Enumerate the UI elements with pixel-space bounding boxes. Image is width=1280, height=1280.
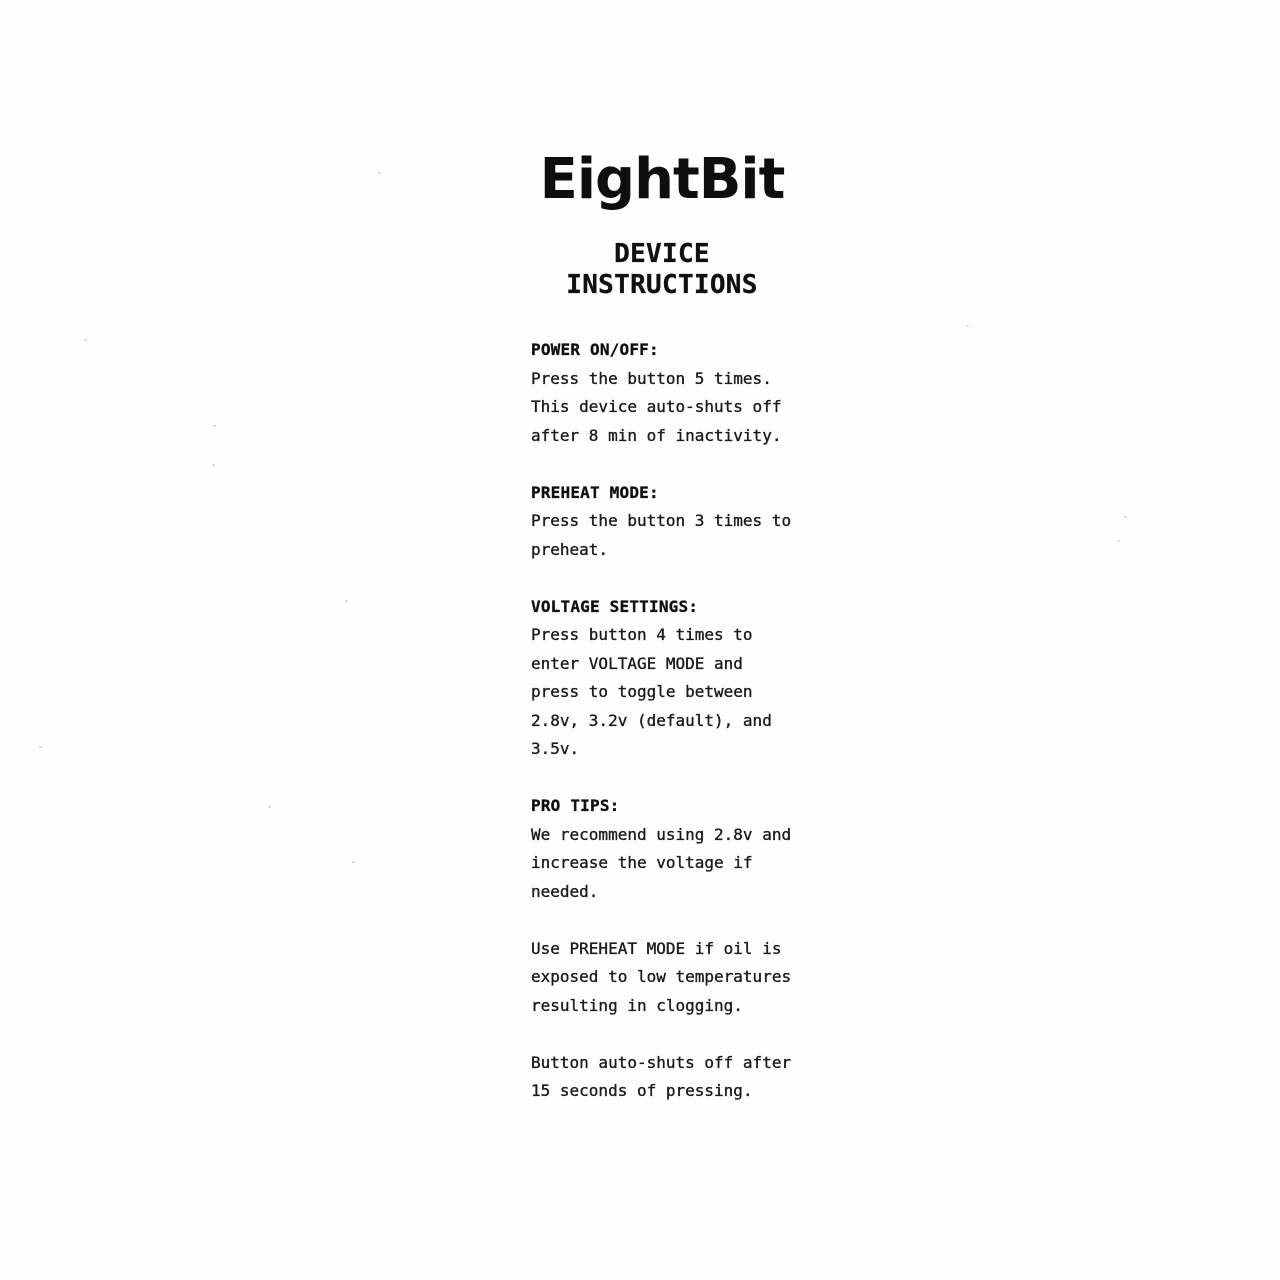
scan-speck (212, 464, 215, 466)
instruction-section (531, 479, 793, 565)
section-line: after 8 min of inactivity. (531, 425, 782, 445)
scan-speck (39, 746, 42, 748)
scan-speck (352, 861, 355, 863)
content-column (531, 0, 793, 1106)
section-line: This device auto-shuts off (531, 397, 782, 416)
section-line: Press the button 3 times to (531, 511, 792, 530)
section-line: Press button 4 times to (531, 625, 753, 644)
section-line: resulting in clogging. (531, 995, 743, 1015)
section-line: Button auto-shuts off after (531, 1052, 792, 1072)
scan-speck (268, 806, 271, 808)
section-line: enter VOLTAGE MODE and (531, 653, 743, 673)
scan-speck (966, 325, 969, 327)
page-title-line-1: DEVICE (614, 239, 710, 269)
section-line: press to toggle between (531, 682, 753, 701)
instruction-section (531, 336, 793, 450)
section-line: We recommend using 2.8v and (531, 824, 792, 844)
section-line: increase the voltage if (531, 853, 753, 872)
section-line: 15 seconds of pressing. (531, 1081, 753, 1100)
section-heading: POWER ON/OFF: (531, 340, 659, 359)
instruction-section (531, 792, 793, 906)
section-line: Use PREHEAT MODE if oil is (531, 938, 782, 958)
instruction-section (531, 593, 793, 764)
section-line: exposed to low temperatures (531, 967, 792, 986)
section-heading: VOLTAGE SETTINGS: (531, 596, 699, 616)
section-heading: PRO TIPS: (531, 796, 620, 815)
section-heading: PREHEAT MODE: (531, 482, 659, 502)
page-title-line-2: INSTRUCTIONS (566, 270, 758, 300)
instruction-section (531, 1049, 793, 1106)
scan-speck (1124, 516, 1127, 518)
section-line: 2.8v, 3.2v (default), and (531, 710, 772, 730)
section-line: 3.5v. (531, 739, 580, 758)
scan-speck (378, 172, 381, 174)
scan-speck (213, 425, 216, 427)
scan-speck (345, 600, 348, 602)
page-title (531, 239, 793, 301)
instruction-section (531, 935, 793, 1021)
scan-speck (84, 339, 87, 341)
section-line: needed. (531, 881, 599, 901)
instruction-sections (531, 336, 793, 1106)
brand-logo: EightBit (539, 147, 785, 212)
section-line: preheat. (531, 539, 609, 559)
section-line: Press the button 5 times. (531, 368, 772, 388)
scan-speck (1117, 540, 1120, 542)
